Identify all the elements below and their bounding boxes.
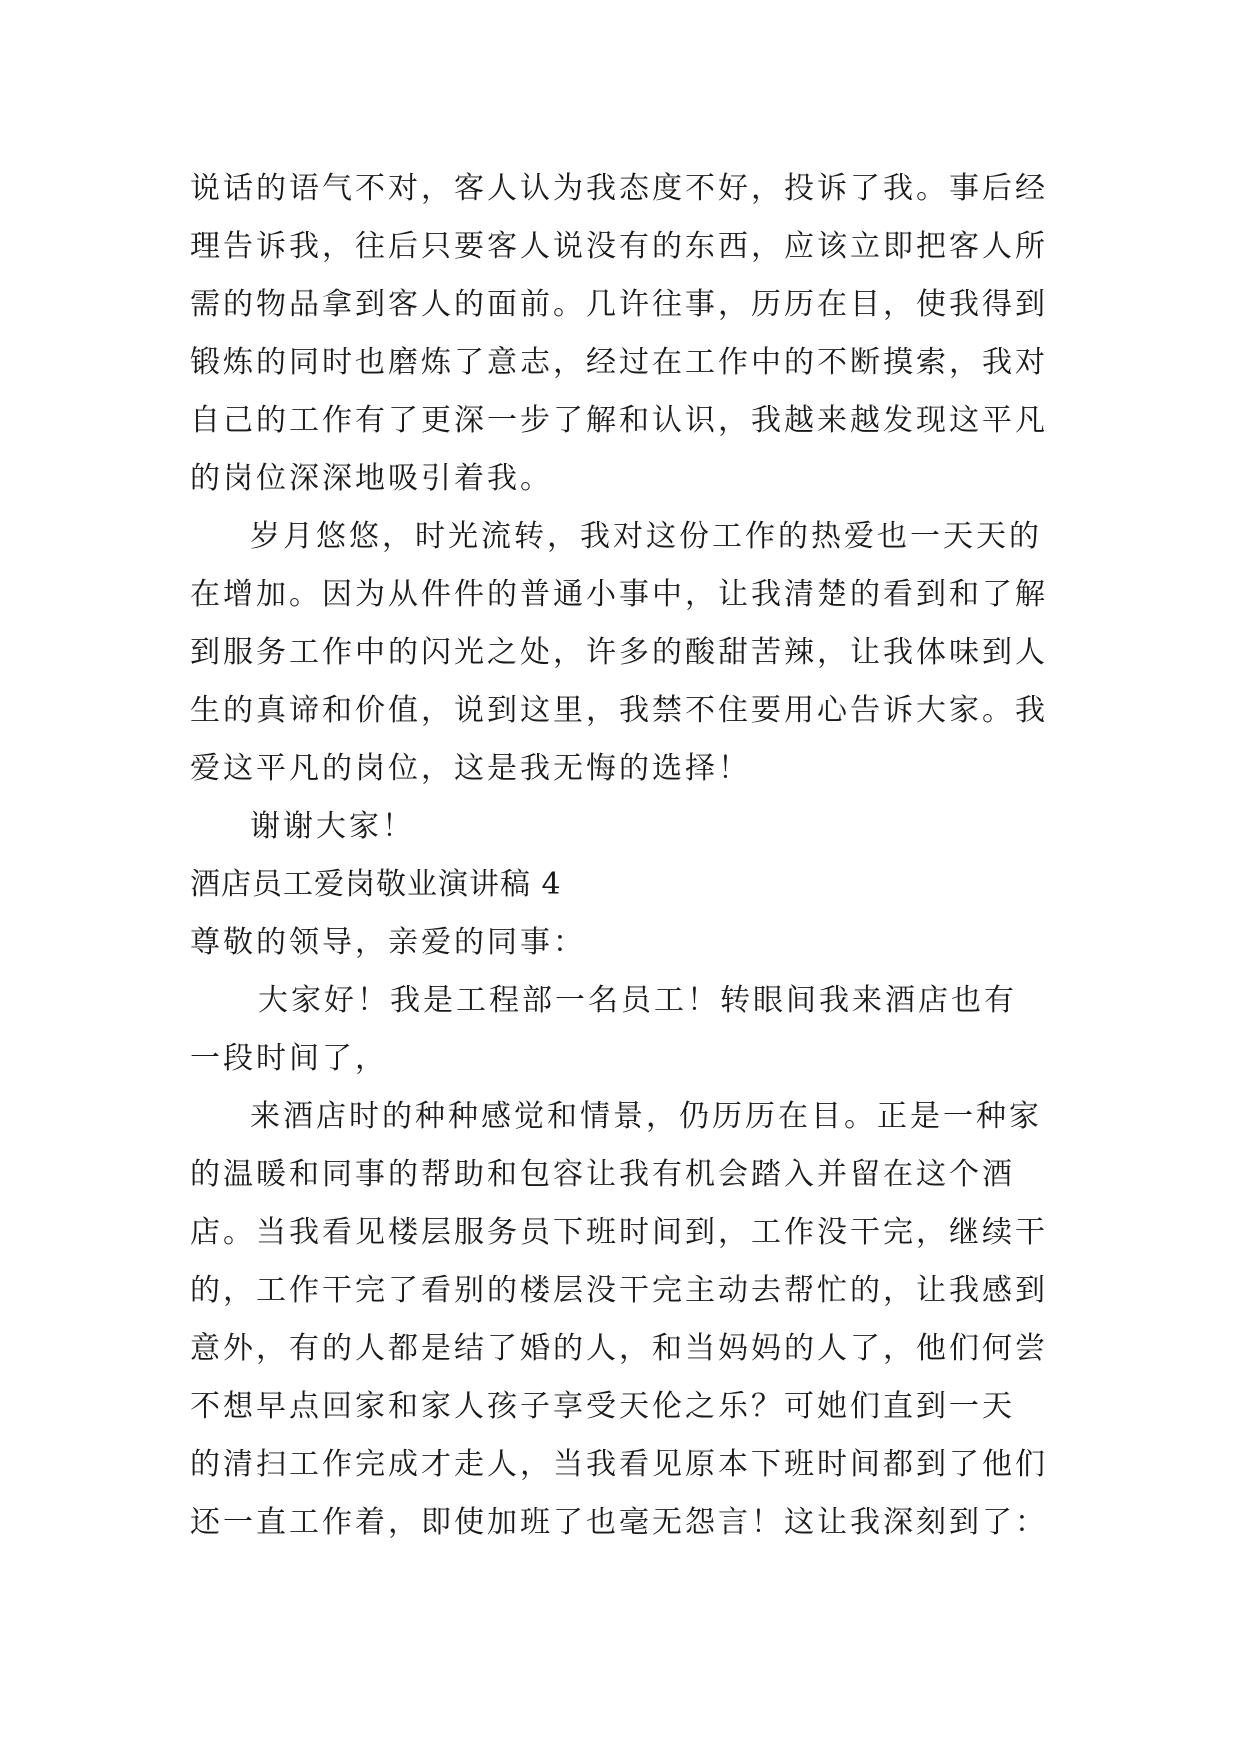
body-line: 还一直工作着，即使加班了也毫无怨言！这让我深刻到了： [190,1505,1048,1540]
body-line: 生的真谛和价值，说到这里，我禁不住要用心告诉大家。我 [190,693,1048,728]
body-line: 锻炼的同时也磨炼了意志，经过在工作中的不断摸索，我对 [190,345,1048,380]
body-line: 的温暖和同事的帮助和包容让我有机会踏入并留在这个酒 [190,1157,1015,1192]
body-line: 的清扫工作完成才走人，当我看见原本下班时间都到了他们 [190,1447,1048,1482]
body-line: 在增加。因为从件件的普通小事中，让我清楚的看到和了解 [190,577,1048,612]
body-line: 自己的工作有了更深一步了解和认识，我越来越发现这平凡 [190,403,1048,438]
section-title: 酒店员工爱岗敬业演讲稿 4 [190,867,562,902]
body-line: 需的物品拿到客人的面前。几许往事，历历在目，使我得到 [190,287,1048,322]
paragraph-first-line: 来酒店时的种种感觉和情景，仍历历在目。正是一种家 [250,1099,1042,1134]
paragraph-first-line: 岁月悠悠，时光流转，我对这份工作的热爱也一天天的 [250,519,1042,554]
body-line: 理告诉我，往后只要客人说没有的东西，应该立即把客人所 [190,229,1048,264]
body-line: 到服务工作中的闪光之处，许多的酸甜苦辣，让我体味到人 [190,635,1048,670]
body-line: 店。当我看见楼层服务员下班时间到，工作没干完，继续干 [190,1215,1048,1250]
body-line: 意外，有的人都是结了婚的人，和当妈妈的人了，他们何尝 [190,1331,1048,1366]
body-line: 一段时间了， [190,1041,388,1076]
body-line: 的，工作干完了看别的楼层没干完主动去帮忙的，让我感到 [190,1273,1048,1308]
body-line: 的岗位深深地吸引着我。 [190,461,553,496]
body-line: 说话的语气不对，客人认为我态度不好，投诉了我。事后经 [190,171,1048,206]
document-body [190,160,1060,1552]
closing-thanks: 谢谢大家！ [250,809,415,844]
paragraph-first-line: 大家好！我是工程部一名员工！转眼间我来酒店也有 [258,983,1017,1018]
body-line: 爱这平凡的岗位，这是我无悔的选择！ [190,751,751,786]
salutation: 尊敬的领导，亲爱的同事： [190,925,586,960]
body-line: 不想早点回家和家人孩子享受天伦之乐？可她们直到一天 [190,1389,1015,1424]
